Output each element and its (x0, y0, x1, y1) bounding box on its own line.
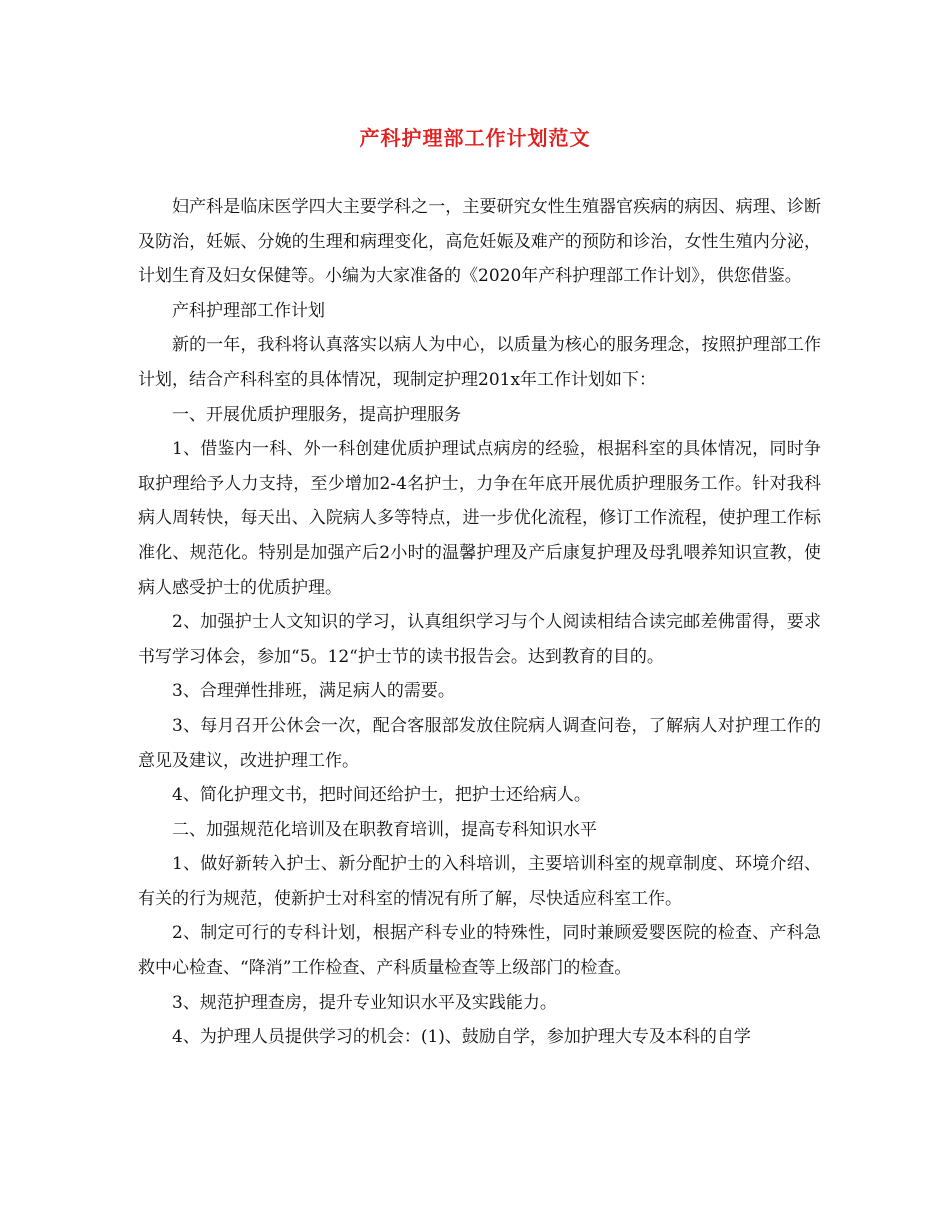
paragraph-item: 1、借鉴内一科、外一科创建优质护理试点病房的经验，根据科室的具体情况，同时争取护理给予人力支持，至少增加2-4名护士，力争在年底开展优质护理服务工作。针对我科病人周转快，每天出、入院病人多等特点，进一步优化流程，修订工作流程，使护理工作标准化、规范化。特别是加强产后2小时的温馨护理及产后康复护理及母乳喂养知识宣教，使病人感受护士的优质护理。 (138, 439, 821, 598)
document-body (138, 190, 821, 1055)
document-title: 产科护理部工作计划范文 (359, 126, 591, 150)
paragraph-intro: 妇产科是临床医学四大主要学科之一，主要研究女性生殖器官疾病的病因、病理、诊断及防治，妊娠、分娩的生理和病理变化，高危妊娠及难产的预防和诊治，女性生殖内分泌，计划生育及妇女保健等。小编为大家准备的《2020年产科护理部工作计划》，供您借鉴。 (138, 197, 821, 287)
section-heading-1: 一、开展优质护理服务，提高护理服务 (172, 404, 461, 425)
paragraph-item: 4、简化护理文书，把时间还给护士，把护士还给病人。 (172, 785, 591, 806)
paragraph-plan-intro: 新的一年，我科将认真落实以病人为中心，以质量为核心的服务理念，按照护理部工作计划，结合产科科室的具体情况，现制定护理201x年工作计划如下： (138, 335, 821, 390)
paragraph-item: 2、制定可行的专科计划，根据产科专业的特殊性，同时兼顾爱婴医院的检查、产科急救中心检查、“降消”工作检查、产科质量检查等上级部门的检查。 (138, 923, 821, 979)
paragraph-item: 4、为护理人员提供学习的机会：(1)、鼓励自学，参加护理大专及本科的自学 (172, 1027, 751, 1048)
paragraph-item: 2、加强护士人文知识的学习，认真组织学习与个人阅读相结合读完邮差佛雷得，要求书写学习体会，参加“5。12“护士节的读书报告会。达到教育的目的。 (138, 612, 821, 667)
paragraph-item: 1、做好新转入护士、新分配护士的入科培训，主要培训科室的规章制度、环境介绍、有关的行为规范，使新护士对科室的情况有所了解，尽快适应科室工作。 (138, 854, 821, 909)
paragraph-item: 3、规范护理查房，提升专业知识水平及实践能力。 (172, 992, 557, 1013)
paragraph-item: 3、每月召开公休会一次，配合客服部发放住院病人调查问卷，了解病人对护理工作的意见及建议，改进护理工作。 (138, 715, 821, 771)
paragraph-item: 3、合理弹性排班，满足病人的需要。 (172, 681, 455, 702)
paragraph-plan-heading: 产科护理部工作计划 (172, 300, 325, 321)
section-heading-2: 二、加强规范化培训及在职教育培训，提高专科知识水平 (172, 819, 597, 840)
